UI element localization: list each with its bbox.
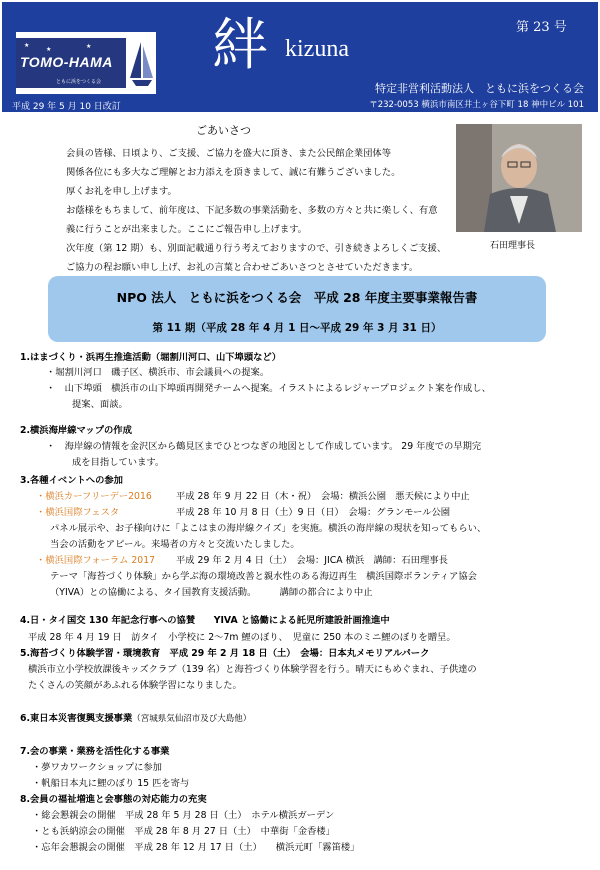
section-2-item-cont: 成を目指しています。	[72, 457, 165, 468]
section-5-title: 5.海苔づくり体験学習・環境教育 平成 29 年 2 月 18 日（土） 会場：日本丸メモリアルパーク	[20, 648, 430, 659]
section-2-title: 2.横浜海岸線マップの作成	[20, 425, 132, 436]
greeting-line: 次年度（第 12 期）も、別面記載通り行う考えておりますので、引き続きよろしくご支援、	[66, 243, 447, 254]
report-period: 第 11 期（平成 28 年 4 月 1 日～平成 29 年 3 月 31 日）	[152, 322, 442, 334]
chairman-photo	[456, 124, 582, 232]
logo	[16, 32, 156, 94]
greeting-line: お蔭様をもちまして、前年度は、下記多数の事業活動を、多数の方々と共に楽しく、有意	[66, 205, 438, 216]
organization-name: 特定非営利活動法人 ともに浜をつくる会	[375, 82, 584, 95]
section-1-item: ・堀割川河口 磯子区、横浜市、市会議員への提案。	[46, 367, 270, 378]
section-8-item: ・総会懇親会の開催 平成 28 年 5 月 28 日（土） ホテル横浜ガーデン	[32, 810, 335, 821]
event-name: ・横浜国際フェスタ	[36, 507, 120, 518]
section-1-item: ・ 山下埠頭 横浜市の山下埠頭再開発チームへ提案。イラストによるレジャープロジェクト案を作成し、	[46, 383, 491, 394]
sailboat-icon	[126, 36, 156, 90]
event-description: テーマ「海苔づくり体験」から学ぶ海の環境改善と親水性のある海辺再生 横浜国際ボランティア協会	[50, 571, 477, 582]
section-7-item: ・帆船日本丸に鯉のぼり 15 匹を寄与	[32, 778, 190, 789]
section-6-heading	[20, 710, 251, 724]
logo-text: TOMO-HAMA	[20, 54, 113, 70]
section-5-item: 横浜市立小学校放課後キッズクラブ（139 名）と海苔づくり体験学習を行う。晴天にもめぐまれ、子供達の	[28, 664, 477, 675]
organization-address: 〒232-0053 横浜市南区井土ヶ谷下町 18 神中ビル 101	[369, 100, 584, 110]
greeting-line: 厚くお礼を申し上げます。	[66, 186, 177, 197]
event-name: ・横浜カーフリーデー2016	[36, 491, 152, 502]
section-4-item: 平成 28 年 4 月 19 日 訪タイ 小学校に 2～7m 鯉のぼり、 児童に 250 本のミニ鯉のぼりを贈呈。	[28, 632, 456, 643]
logo-panel	[16, 38, 126, 88]
title-roman: kizuna	[285, 36, 349, 62]
section-7-title: 7.会の事業・業務を活性化する事業	[20, 746, 170, 757]
section-6-title: 6.東日本災害復興支援事業	[20, 713, 133, 724]
section-6-note: （宮城県気仙沼市及び大島他）	[132, 714, 252, 724]
section-2-item: ・ 海岸線の情報を金沢区から鶴見区までひとつなぎの地図として作成しています。 29 年度での早期完	[46, 441, 482, 452]
event-detail: 平成 29 年 2 月 4 日（土） 会場：JICA 横浜 講師：石田理事長	[176, 555, 448, 566]
issue-number: 第 23 号	[516, 20, 567, 35]
section-7-item: ・夢ワカワークショップに参加	[32, 762, 162, 773]
section-8-title: 8.会員の福祉増進と会事態の対応能力の充実	[20, 794, 207, 805]
section-1-item-cont: 提案、面談。	[72, 399, 128, 410]
photo-caption: 石田理事長	[490, 241, 536, 251]
revision-date: 平成 29 年 5 月 10 日改訂	[12, 102, 121, 112]
section-1-title: 1.はまづくり・浜再生推進活動（堀割川河口、山下埠頭など）	[20, 352, 282, 363]
event-detail: 平成 28 年 9 月 22 日（木・祝） 会場：横浜公園 悪天候により中止	[176, 491, 470, 502]
event-description: 当会の活動をアピール。来場者の方々と交流いたしました。	[50, 539, 300, 550]
greeting-line: ご協力の程お願い申し上げ、お礼の言葉と合わせごあいさつとさせていただきます。	[66, 262, 419, 273]
section-3-title: 3.各種イベントへの参加	[20, 475, 123, 486]
title-kanji: 絆	[212, 13, 268, 78]
greeting-line: 会員の皆様、日頃より、ご支援、ご協力を盛大に頂き、また公民館企業団体等	[66, 148, 392, 159]
section-5-item-cont: たくさんの笑顔があふれる体験学習になりました。	[28, 680, 242, 691]
star-icon: ★	[46, 46, 52, 53]
greeting-line: 関係各位にも多大なご理解とお力添えを頂きまして、誠に有難うございました。	[66, 167, 401, 178]
report-title: NPO 法人 ともに浜をつくる会 平成 28 年度主要事業報告書	[116, 290, 478, 305]
masthead	[2, 2, 598, 112]
event-description: パネル展示や、お子様向けに「よこはまの海岸線クイズ」を実施。横浜の海岸線の現状を知ってもらい、	[50, 523, 487, 534]
star-icon: ★	[24, 42, 30, 49]
logo-subtext: ともに浜をつくる会	[56, 79, 102, 85]
event-detail: 平成 28 年 10 月 8 日（土）9 日（日） 会場：グランモール公園	[176, 507, 451, 518]
event-description: （YIVA）との協働による、タイ国教育支援活動。 講師の都合により中止	[50, 587, 373, 598]
section-4-title: 4.日・タイ国交 130 年記念行事への協賛 YIVA と協働による託児所建設計画推進中	[20, 615, 390, 626]
portrait-image	[456, 124, 582, 232]
report-banner	[48, 276, 546, 342]
greeting-body	[66, 144, 466, 277]
greeting-line: 義に行うことが出来ました。ここにご報告申し上げます。	[66, 224, 307, 235]
section-8-item: ・忘年会懇親会の開催 平成 28 年 12 月 17 日（土） 横浜元町「霧笛楼」	[32, 842, 360, 853]
star-icon: ★	[86, 43, 92, 50]
event-name: ・横浜国際フォーラム 2017	[36, 555, 156, 566]
greeting-title: ごあいさつ	[196, 124, 251, 137]
section-8-item: ・とも浜納涼会の開催 平成 28 年 8 月 27 日（土） 中華街「金香楼」	[32, 826, 335, 837]
